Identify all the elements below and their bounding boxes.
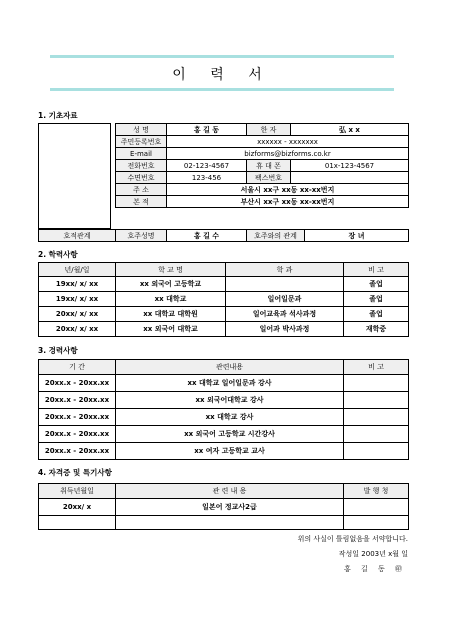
career-cell: xx 대학교 일어일문과 강사 <box>116 375 344 392</box>
career-header-period: 기 간 <box>39 360 116 375</box>
career-cell <box>344 392 409 409</box>
edu-cell: 일어교육과 석사과정 <box>226 307 344 322</box>
table-row <box>39 443 409 460</box>
license-cell: 일본어 정교사2급 <box>116 499 344 516</box>
section-basic-heading: 1. 기초자료 <box>38 111 78 120</box>
hanja-value: 弘 x x <box>291 124 409 136</box>
career-cell <box>344 375 409 392</box>
mobile-label: 휴 대 폰 <box>247 160 291 172</box>
license-header-content: 관 련 내 용 <box>116 484 344 499</box>
fax-value <box>291 172 409 184</box>
table-row <box>116 136 409 148</box>
table-row <box>39 292 409 307</box>
phone-label: 전화번호 <box>116 160 167 172</box>
career-cell <box>344 443 409 460</box>
edu-cell: xx 외국어 고등학교 <box>116 277 226 292</box>
table-row <box>39 277 409 292</box>
career-cell: xx 외국어대학교 강사 <box>116 392 344 409</box>
license-cell <box>116 516 344 530</box>
table-row <box>39 409 409 426</box>
mobile2-value: 123-456 <box>167 172 247 184</box>
career-cell: 20xx.x - 20xx.xx <box>39 426 116 443</box>
edu-cell: 졸업 <box>344 292 409 307</box>
license-cell: 20xx/ x <box>39 499 116 516</box>
name-label: 성 명 <box>116 124 167 136</box>
career-cell: xx 대학교 강사 <box>116 409 344 426</box>
table-row <box>116 184 409 196</box>
table-row <box>116 160 409 172</box>
edu-header-note: 비 고 <box>344 263 409 277</box>
edu-cell: 19xx/ x/ xx <box>39 292 116 307</box>
table-row <box>39 516 409 530</box>
rrn-value: xxxxxx - xxxxxxx <box>167 136 409 148</box>
career-header-note: 비 고 <box>344 360 409 375</box>
edu-cell: 19xx/ x/ xx <box>39 277 116 292</box>
edu-header-major: 학 과 <box>226 263 344 277</box>
edu-cell: 재학중 <box>344 322 409 337</box>
relation-label: 호주와의 관계 <box>247 230 305 242</box>
table-row <box>39 392 409 409</box>
edu-header-school: 학 교 명 <box>116 263 226 277</box>
section-license-heading: 4. 자격증 및 특기사항 <box>38 468 112 477</box>
table-row <box>39 375 409 392</box>
page-title: 이 력 서 <box>172 67 272 83</box>
head-value: 홍 길 수 <box>167 230 247 242</box>
license-cell <box>39 516 116 530</box>
career-cell: 20xx.x - 20xx.xx <box>39 409 116 426</box>
career-table <box>38 359 409 460</box>
mobile-value: 01x-123-4567 <box>291 160 409 172</box>
edu-header-date: 년/월/일 <box>39 263 116 277</box>
edu-cell: 졸업 <box>344 307 409 322</box>
table-row <box>39 426 409 443</box>
career-cell: xx 여자 고등학교 교사 <box>116 443 344 460</box>
written-date: 작성일 2003년 x월 일 <box>338 550 408 558</box>
fax-label: 팩스번호 <box>247 172 291 184</box>
edu-cell: 20xx/ x/ xx <box>39 307 116 322</box>
edu-cell: 20xx/ x/ xx <box>39 322 116 337</box>
table-row <box>39 322 409 337</box>
career-cell <box>344 409 409 426</box>
career-header-content: 관련내용 <box>116 360 344 375</box>
title-bottom-bar <box>50 88 394 91</box>
domicile-value: 부산시 xx구 xx동 xx-xx번지 <box>167 196 409 208</box>
education-table <box>38 262 409 337</box>
family-label: 호적관계 <box>39 230 116 242</box>
head-label: 호주성명 <box>116 230 167 242</box>
table-row <box>39 484 409 499</box>
relation-value: 장 녀 <box>305 230 409 242</box>
career-cell <box>344 426 409 443</box>
section-education-heading: 2. 학력사항 <box>38 250 78 259</box>
license-header-issuer: 발 행 청 <box>344 484 409 499</box>
address-label: 주 소 <box>116 184 167 196</box>
basic-info-table <box>115 123 409 208</box>
edu-cell: xx 대학교 대학원 <box>116 307 226 322</box>
edu-cell: xx 외국어 대학교 <box>116 322 226 337</box>
table-row <box>39 499 409 516</box>
edu-cell <box>226 277 344 292</box>
license-header-date: 취득년월일 <box>39 484 116 499</box>
license-cell <box>344 516 409 530</box>
email-label: E-mail <box>116 148 167 160</box>
table-row <box>116 124 409 136</box>
career-cell: xx 외국어 고등학교 시간강사 <box>116 426 344 443</box>
table-row <box>116 172 409 184</box>
license-cell <box>344 499 409 516</box>
mobile2-label: 수면번호 <box>116 172 167 184</box>
table-row <box>116 148 409 160</box>
address-value: 서울시 xx구 xx동 xx-xx번지 <box>167 184 409 196</box>
career-cell: 20xx.x - 20xx.xx <box>39 392 116 409</box>
photo-box <box>38 123 111 229</box>
edu-cell: 일어일문과 <box>226 292 344 307</box>
domicile-label: 본 적 <box>116 196 167 208</box>
title-top-bar <box>50 55 394 58</box>
edu-cell: xx 대학교 <box>116 292 226 307</box>
edu-cell: 졸업 <box>344 277 409 292</box>
phone-value: 02-123-4567 <box>167 160 247 172</box>
edu-cell: 일어과 박사과정 <box>226 322 344 337</box>
rrn-label: 주민등록번호 <box>116 136 167 148</box>
pledge-statement: 위의 사실이 틀림없음을 서약합니다. <box>297 535 408 543</box>
license-table <box>38 483 409 530</box>
hanja-label: 한 자 <box>247 124 291 136</box>
signer-name: 홍 길 동 ㊞ <box>344 565 406 573</box>
table-row <box>39 263 409 277</box>
name-value: 홍 길 동 <box>167 124 247 136</box>
email-value: bizforms@bizforms.co.kr <box>167 148 409 160</box>
career-cell: 20xx.x - 20xx.xx <box>39 375 116 392</box>
table-row <box>116 196 409 208</box>
table-row <box>39 230 409 242</box>
section-career-heading: 3. 경력사항 <box>38 346 78 355</box>
family-table <box>38 229 409 242</box>
table-row <box>39 307 409 322</box>
career-cell: 20xx.x - 20xx.xx <box>39 443 116 460</box>
table-row <box>39 360 409 375</box>
